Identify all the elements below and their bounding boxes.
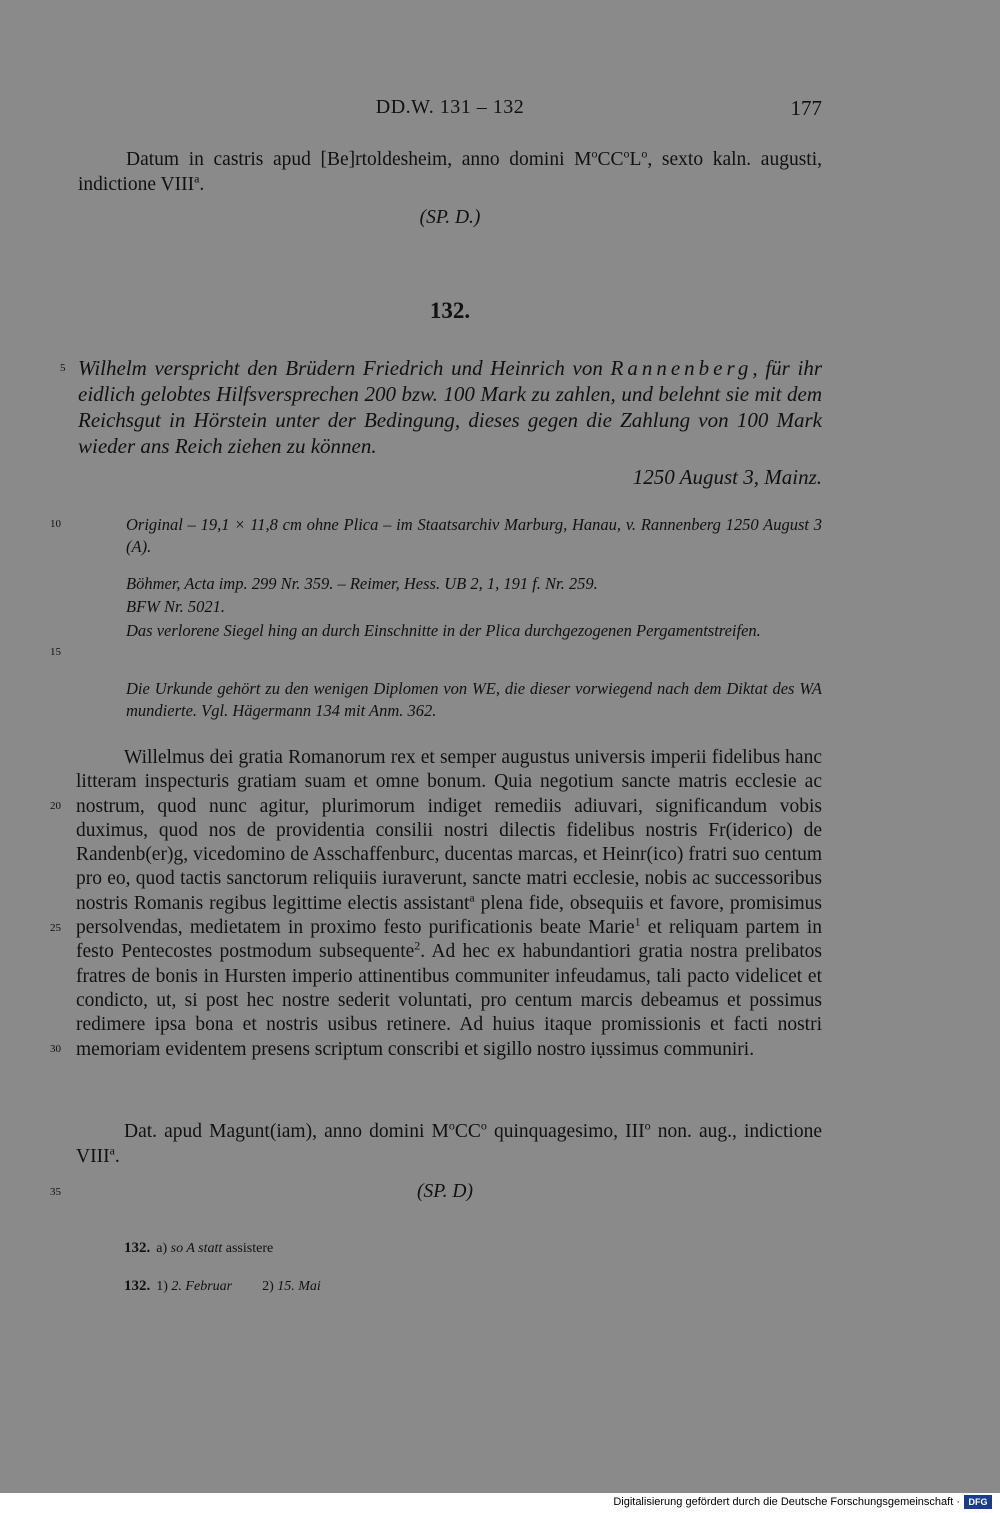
regest-name: Rannenberg (610, 356, 753, 380)
running-title: DD.W. 131 – 132 (375, 96, 525, 118)
footnote-text-critical: 132. a) so A statt assistere (124, 1240, 274, 1256)
apparatus-original: Original – 19,1 × 11,8 cm ohne Plica – im Staatsarchiv Marburg, Hanau, v. Rannenberg 1250 August 3 (A). (126, 515, 822, 556)
line-number: 15 (50, 646, 61, 658)
line-number: 30 (50, 1043, 61, 1055)
regest: Wilhelm verspricht den Brüdern Friedrich und Heinrich von Rannenberg, für ihr eidlich gelobtes Hilfsversprechen 200 bzw. 100 Mark zu zahlen, und belehnt sie mit dem Reichsgut in Hörstein unter der Bedingung, dieses gegen die Zahlung von 100 Mark wieder ans Reich ziehen zu können. (78, 356, 822, 458)
line-number: 10 (50, 518, 61, 530)
charter-seal: (SP. D) (417, 1181, 473, 1202)
footnote-explanatory: 132. 1) 2. Februar 2) 15. Mai (124, 1278, 321, 1294)
document-dating: 1250 August 3, Mainz. (632, 465, 822, 489)
page-number: 177 (790, 96, 822, 120)
previous-document-dating: Datum in castris apud [Be]rtoldesheim, anno domini $M^oCC^oL^o$, sexto kaln. augusti, indictione VIII$^a$. (78, 146, 822, 195)
line-number: 5 (60, 362, 66, 374)
dfg-logo: DFG (964, 1495, 992, 1509)
apparatus-regesta: BFW Nr. 5021. (126, 597, 225, 616)
apparatus-editions: Böhmer, Acta imp. 299 Nr. 359. – Reimer, Hess. UB 2, 1, 191 f. Nr. 259. (126, 574, 598, 593)
line-number: 20 (50, 800, 61, 812)
charter-dating: Dat. apud Magunt(iam), anno domini $M^oCC^o$ quinquagesimo, III$^o$ non. aug., indictione VIII$^a$. (76, 1118, 822, 1167)
apparatus-diplomatic: Die Urkunde gehört zu den wenigen Diplomen von WE, die dieser vorwiegend nach dem Diktat des WA mundierte. Vgl. Hägermann 134 mit Anm. 362. (126, 679, 822, 720)
line-number: 35 (50, 1186, 61, 1198)
dfg-credit-text: Digitalisierung gefördert durch die Deutsche Forschungsgemeinschaft · (613, 1496, 960, 1508)
page-header (0, 96, 1000, 126)
charter-text: Willelmus dei gratia Romanorum rex et semper augustus universis imperii fidelibus hanc litteram inspecturis gratiam suam et omne bonum. Quia negotium sancte matris ecclesie ac nostrum, quod nunc agitur, plurimorum indiget remediis adiuvari, significandum vobis duximus, quod nos de providentia consilii nostri dilectis fidelibus nostris Fr(iderico) de Randenb(er)g, vicedomino de Asschaffenburc, ducentas marcas, et Heinr(ico) fratri suo centum pro eo, quod tactis sanctorum reliquiis iuraverunt, sancte matri ecclesie, nobis ac successoribus nostris Romanis regibus legittime electis assistant$^a$ plena fide, obsequiis et favore, promisimus persolvendas, medietatem in proximo festo purificationis beate Marie$^1$ et reliquam partem in festo Pentecostes postmodum subsequente$^2$. Ad hec ex habundantiori gratia nostra prelibatos fratres de bonis in Hursten imperio attinentibus communiter infeudamus, tali pacto videlicet et condicto, ut, si post hec nostre sederit voluntati, pro centum marcis debeamus et possimus redimere ipsa bona et nostris usibus retinere. Ad huius itaque promissionis et facti nostri memoriam evidentem presens scriptum conscribi et sigillo nostro iụssimus communiri. (76, 747, 822, 1060)
dfg-credit-bar (0, 1493, 1000, 1513)
line-number: 25 (50, 922, 61, 934)
apparatus-seal: Das verlorene Siegel hing an durch Einschnitte in der Plica durchgezogenen Pergamentstreifen. (126, 621, 761, 640)
previous-document-seal: (SP. D.) (419, 207, 481, 228)
document-number: 132. (429, 298, 471, 323)
